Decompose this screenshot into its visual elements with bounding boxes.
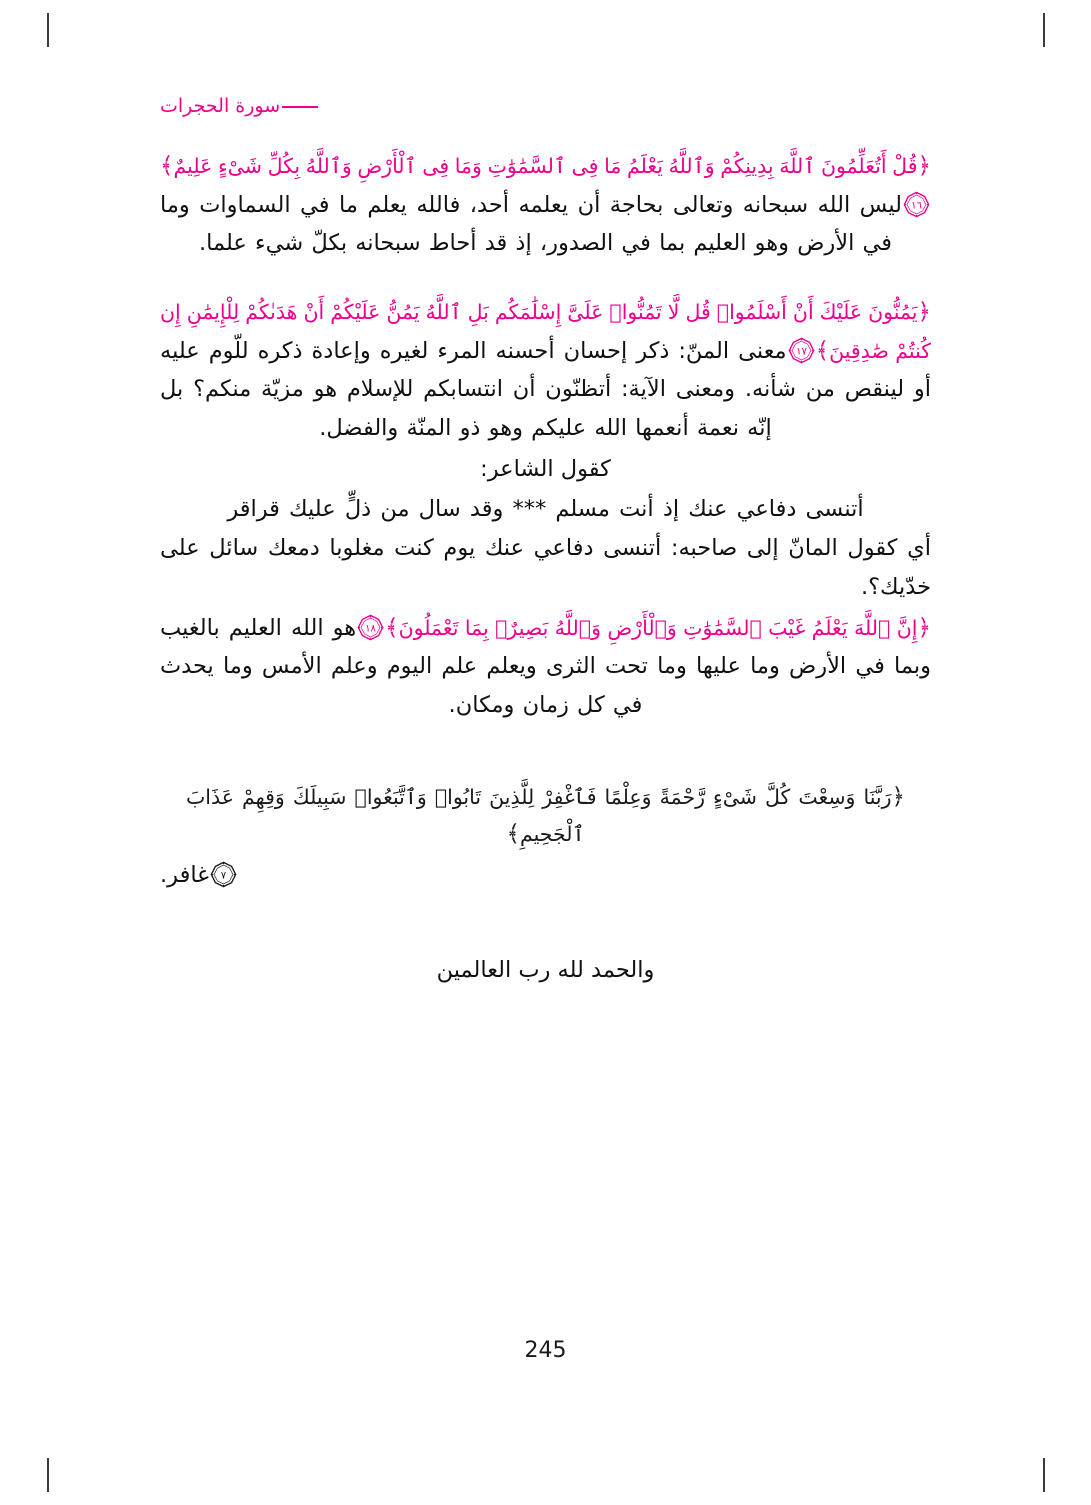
crop-mark-bottom-right bbox=[1043, 1458, 1045, 1492]
verse-16-paragraph bbox=[160, 147, 931, 263]
running-head bbox=[160, 96, 931, 117]
verse-17-commentary: معنى المنّ: ذكر إحسان أحسنه المرء لغيره وإعادة ذكره للّوم عليه أو لينقص من شأنه. ومعنى الآية: أتظنّون أن انتسابكم للإسلام هو مزيّة منكم؟ بل إنّه نعمة أنعمها الله عليكم وهو ذو المنّة والفضل. bbox=[160, 337, 931, 442]
running-head-rule bbox=[282, 106, 318, 108]
ayah-open-bracket-final: ﴿ bbox=[891, 783, 905, 810]
ayah-number-text-18: ١٨ bbox=[365, 623, 377, 635]
ayah-close-bracket-16: ﴾ bbox=[160, 152, 174, 179]
crop-mark-top-right bbox=[1043, 13, 1045, 47]
ayah-close-bracket-final: ﴾ bbox=[506, 821, 520, 848]
ayah-text-final bbox=[186, 785, 905, 847]
ayah-close-bracket-17: ﴾ bbox=[815, 337, 830, 364]
spacer-after-verse-16 bbox=[160, 265, 931, 293]
ayah-body-17: يَمُنُّونَ عَلَيْكَ أَنْ أَسْلَمُوا۟ قُل لَّا تَمُنُّوا۟ عَلَىَّ إِسْلَٰمَكُم بَلِ ٱللَّهُ يَمُنُّ عَلَيْكُمْ أَنْ هَدَىٰكُمْ لِلْإِيمَٰنِ إِن كُنتُمْ صَٰدِقِينَ bbox=[160, 300, 931, 363]
final-quote-source-line bbox=[160, 856, 931, 895]
verse-18-paragraph bbox=[160, 609, 931, 725]
ayah-number-medallion-16 bbox=[903, 191, 930, 218]
verse-17-paragraph bbox=[160, 293, 931, 448]
ayah-number-medallion-final bbox=[210, 861, 237, 888]
poetry-explanation: أي كقول المانّ إلى صاحبه: أتنسى دفاعي عنك يوم كنت مغلوبا دمعك سائل على خدّيك؟. bbox=[160, 535, 931, 600]
ayah-body-18: إِنَّ ٱللَّهَ يَعْلَمُ غَيْبَ ٱلسَّمَٰوَٰتِ وَٱلْأَرْضِ وَٱللَّهُ بَصِيرٌۢ بِمَا تَعْمَلُونَ bbox=[398, 615, 918, 640]
final-quote-ayah bbox=[160, 779, 931, 855]
crop-mark-bottom-left bbox=[47, 1458, 49, 1492]
spacer-before-final-quote bbox=[160, 727, 931, 779]
ayah-number-text-16: ١٦ bbox=[911, 200, 922, 212]
ayah-open-bracket-16: ﴿ bbox=[917, 152, 931, 179]
ayah-text-16 bbox=[160, 154, 931, 178]
ayah-body-final: رَبَّنَا وَسِعْتَ كُلَّ شَىْءٍ رَّحْمَةً وَعِلْمًا فَٱغْفِرْ لِلَّذِينَ تَابُوا۟ وَٱتَّبَعُوا۟ سَبِيلَكَ وَقِهِمْ عَذَابَ ٱلْجَحِيمِ bbox=[186, 784, 892, 847]
final-quote-source: غافر. bbox=[160, 862, 209, 889]
page-number: 245 bbox=[524, 1338, 567, 1363]
ayah-text-18 bbox=[385, 616, 931, 640]
ayah-open-bracket-17: ﴿ bbox=[917, 299, 931, 325]
running-head-title: سورة الحجرات bbox=[160, 95, 281, 118]
crop-mark-top-left bbox=[47, 13, 49, 47]
ayah-number-text-17: ١٧ bbox=[795, 346, 807, 358]
poetry-line: أتنسى دفاعي عنك إذ أنت مسلم *** وقد سال من ذلٍّ عليك قراقر bbox=[227, 496, 864, 523]
ayah-number-text-final: ٧ bbox=[220, 870, 227, 882]
verse-16-commentary: ليس الله سبحانه وتعالى بحاجة أن يعلمه أحد، فالله يعلم ما في السماوات وما في الأرض وهو العليم بما في الصدور، إذ قد أحاط سبحانه بكلّ شيء علما. bbox=[160, 191, 902, 257]
closing-doxology: والحمد لله رب العالمين bbox=[436, 957, 655, 984]
verse-18-commentary: هو الله العليم بالغيب وبما في الأرض وما عليها وما تحت الثرى ويعلم علم اليوم وعلم الأمس وما يحدث في كل زمان ومكان. bbox=[160, 614, 931, 718]
ayah-body-16: قُلْ أَتُعَلِّمُونَ ٱللَّهَ بِدِينِكُمْ وَٱللَّهُ يَعْلَمُ مَا فِى ٱلسَّمَٰوَٰتِ وَمَا فِى ٱلْأَرْضِ وَٱللَّهُ بِكُلِّ شَىْءٍ عَلِيمٌ bbox=[173, 153, 918, 178]
ayah-number-medallion-18 bbox=[357, 614, 384, 641]
page-content bbox=[160, 96, 931, 1012]
poetry-intro: كقول الشاعر: bbox=[480, 455, 611, 482]
ayah-close-bracket-18: ﴾ bbox=[385, 614, 399, 641]
ayah-open-bracket-18: ﴿ bbox=[917, 614, 931, 641]
ayah-number-medallion-17 bbox=[788, 337, 815, 364]
